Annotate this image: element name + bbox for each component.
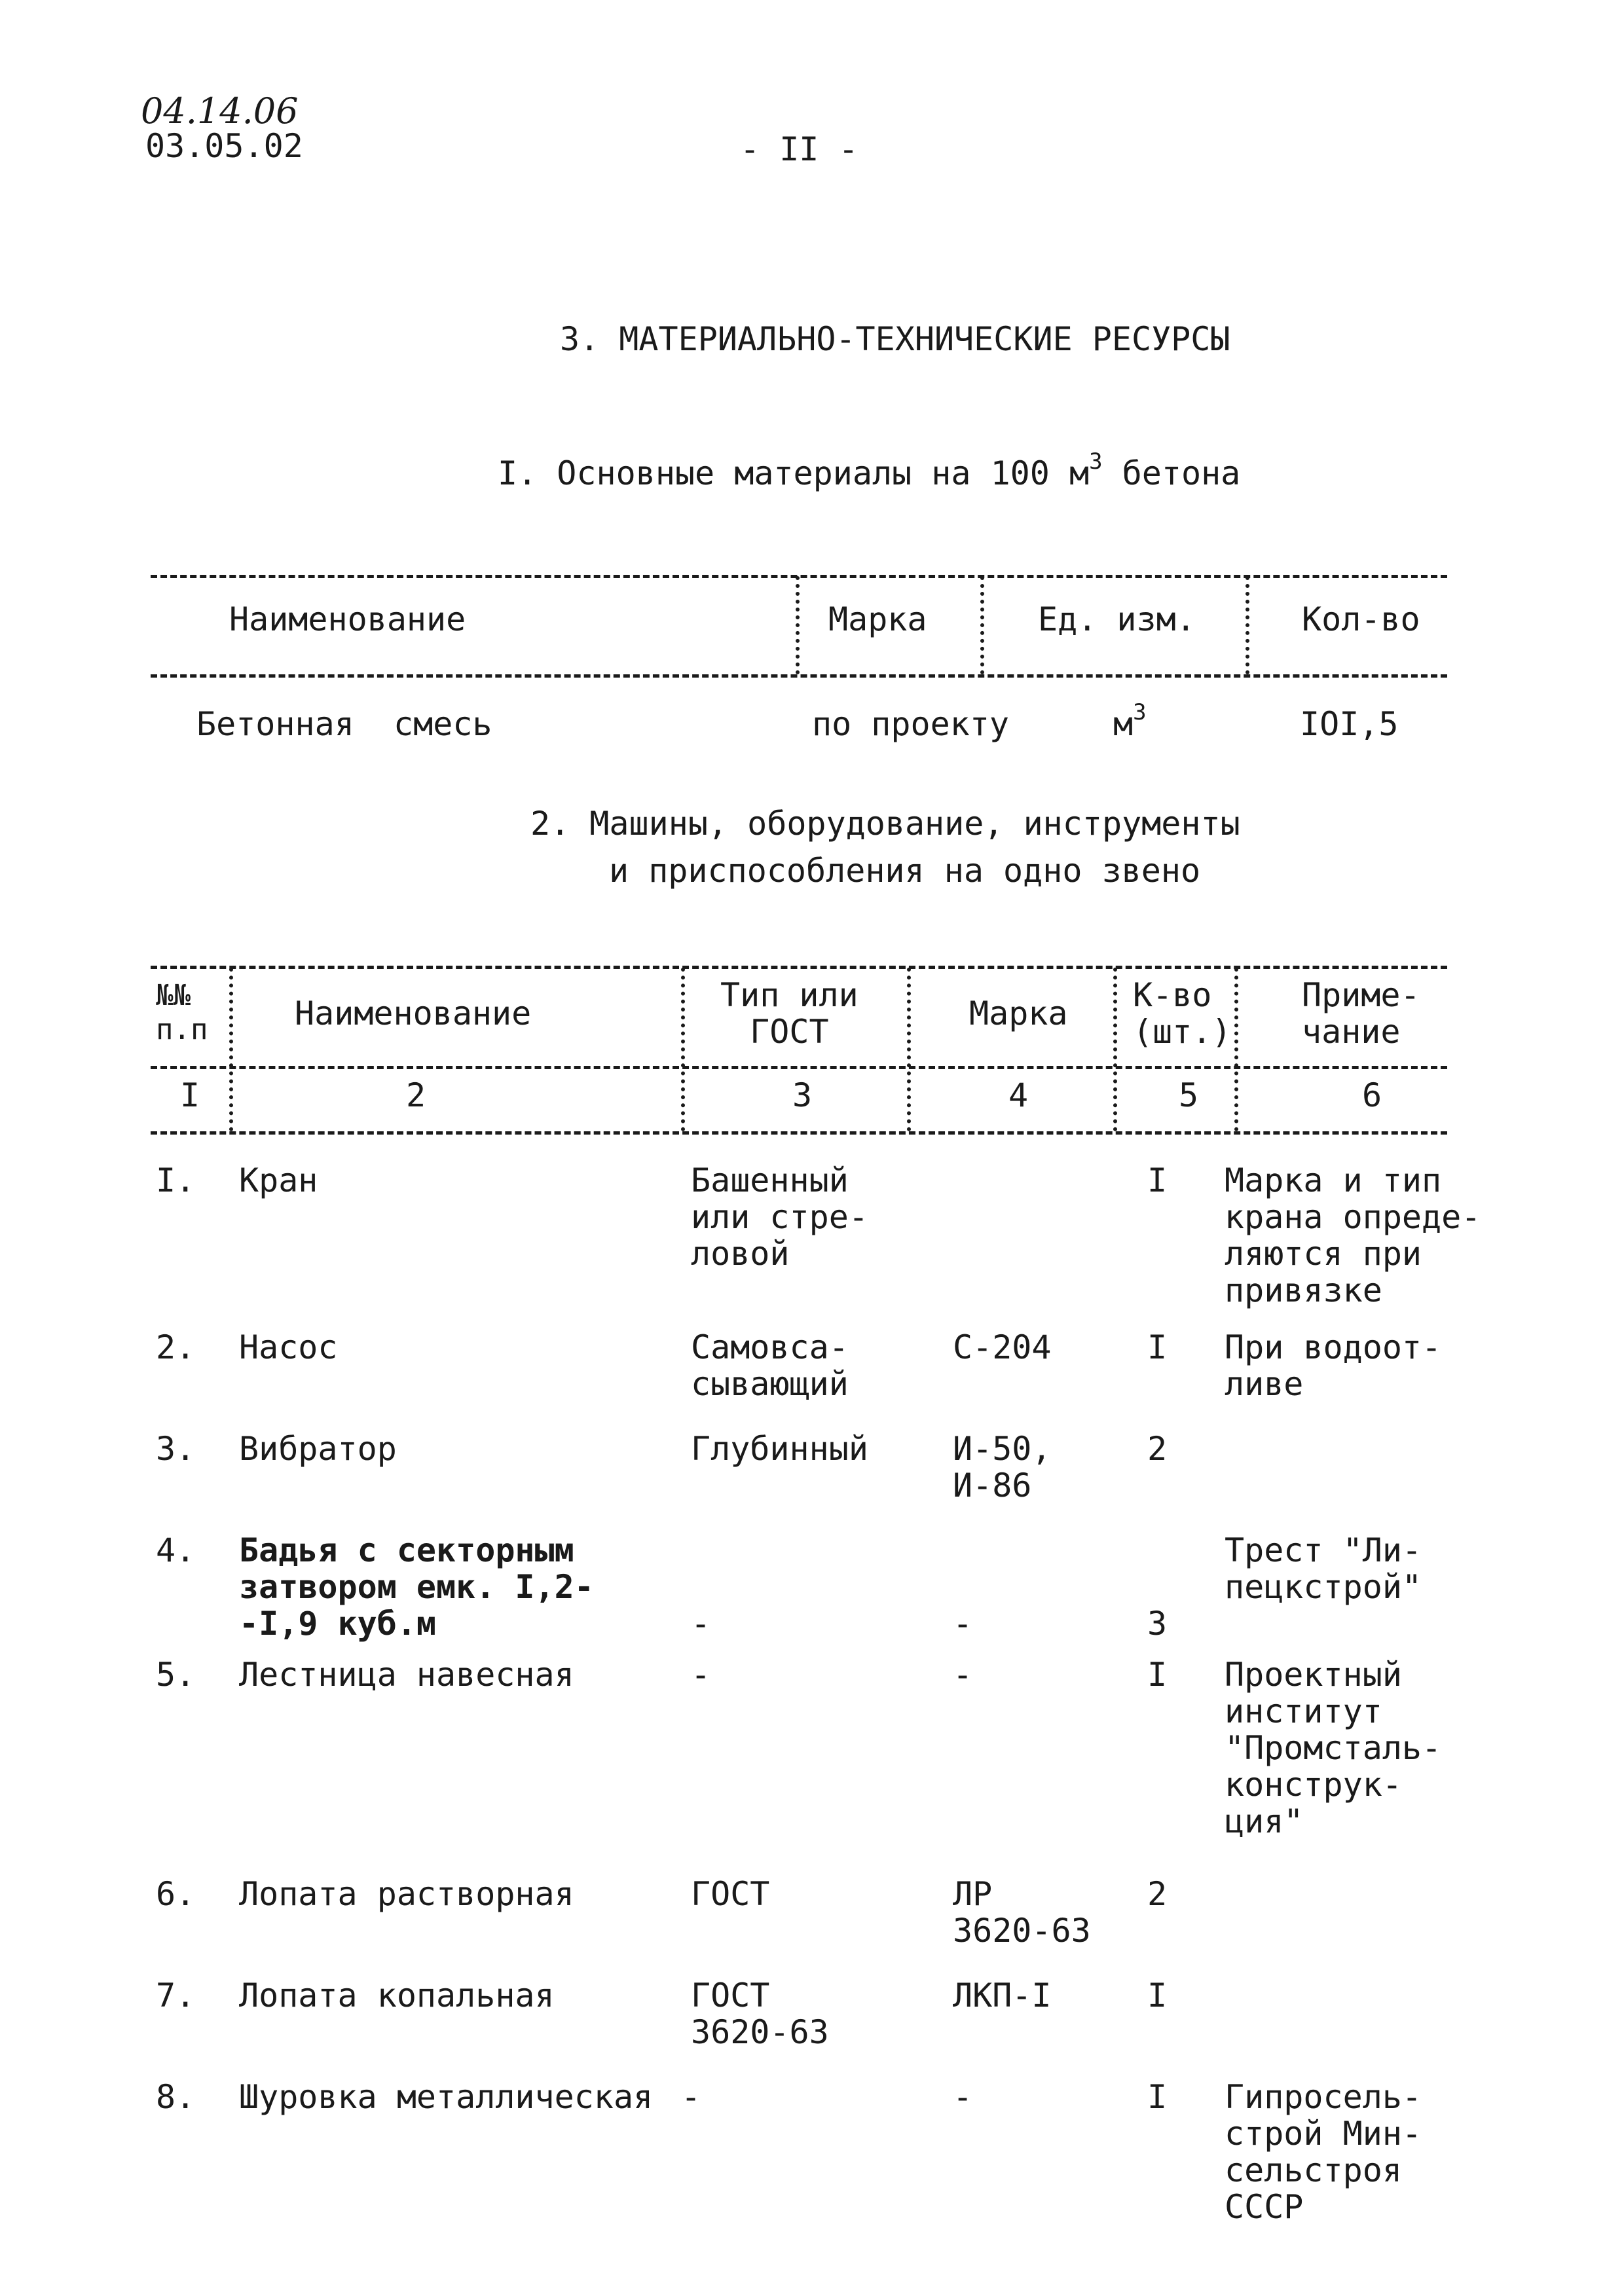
table2-colnum-6: 6 bbox=[1362, 1076, 1382, 1114]
table1-title-suffix: бетона bbox=[1102, 454, 1241, 492]
table1-row-unit-superscript: 3 bbox=[1133, 699, 1147, 726]
section-title: 3. МАТЕРИАЛЬНО-ТЕХНИЧЕСКИЕ РЕСУРСЫ bbox=[560, 320, 1230, 358]
row-note: Гипросель- строй Мин- сельстроя СССР bbox=[1225, 2078, 1422, 2226]
row-qty: 2 bbox=[1147, 1875, 1168, 1913]
row-type: - bbox=[691, 1656, 711, 1694]
row-number: 5. bbox=[156, 1656, 196, 1694]
row-type: Самовса- сывающий bbox=[691, 1328, 849, 1403]
table1-row-qty: IOI,5 bbox=[1300, 705, 1399, 743]
row-note: При водоот- ливе bbox=[1225, 1328, 1442, 1403]
table2-header-type: Тип или ГОСТ bbox=[720, 976, 858, 1051]
table2-title-line2: и приспособления на одно звено bbox=[609, 852, 1201, 890]
row-qty: I bbox=[1147, 1161, 1168, 1199]
table1-header-qty: Кол-во bbox=[1302, 600, 1420, 638]
table1-row-unit-text: м bbox=[1113, 705, 1134, 743]
row-note: Марка и тип крана опреде- ляются при привязке bbox=[1225, 1161, 1481, 1309]
table2-col-sep-4 bbox=[1113, 968, 1117, 1131]
table2-colnum-3: 3 bbox=[792, 1076, 813, 1114]
table1-row-unit bbox=[1113, 699, 1147, 743]
table1-title-superscript: 3 bbox=[1089, 448, 1103, 475]
row-mark: ЛКП-I bbox=[953, 1977, 1052, 2014]
row-name: Кран bbox=[239, 1161, 318, 1199]
row-number: 8. bbox=[156, 2078, 196, 2116]
row-number: 7. bbox=[156, 1977, 196, 2014]
table1-header-unit: Ед. изм. bbox=[1038, 600, 1196, 638]
row-type: ГОСТ bbox=[691, 1875, 770, 1913]
table2-colnum-rule bbox=[151, 1131, 1447, 1135]
row-note: Проектный институт "Промсталь- конструк- ция" bbox=[1225, 1656, 1442, 1840]
table2-header-qty: К-во (шт.) bbox=[1133, 976, 1232, 1051]
table2-header-num: №№ п.п bbox=[156, 979, 208, 1046]
table1-row-mark: по проекту bbox=[812, 705, 1010, 743]
row-mark: И-50, И-86 bbox=[953, 1430, 1052, 1504]
table1-col-sep-2 bbox=[980, 576, 984, 674]
row-type: - bbox=[691, 1605, 711, 1643]
row-mark: - bbox=[953, 1656, 973, 1694]
table1-header-name: Наименование bbox=[229, 600, 466, 638]
row-number: 6. bbox=[156, 1875, 196, 1913]
table2-col-sep-1 bbox=[229, 968, 233, 1131]
row-mark: - bbox=[953, 1605, 973, 1643]
table1-header-rule bbox=[151, 674, 1447, 678]
page-number: - II - bbox=[740, 130, 858, 168]
row-name: Шуровка металлическая bbox=[239, 2078, 654, 2116]
row-name: Лестница навесная bbox=[239, 1656, 574, 1694]
document-code-line1: 04.14.06 bbox=[141, 90, 299, 132]
table1-header-mark: Марка bbox=[828, 600, 927, 638]
row-type: - bbox=[681, 2078, 701, 2116]
row-qty: I bbox=[1147, 1656, 1168, 1694]
table2-colnum-2: 2 bbox=[406, 1076, 426, 1114]
document-code-line2: 03.05.02 bbox=[145, 127, 303, 165]
table2-title-line1: 2. Машины, оборудование, инструменты bbox=[530, 805, 1240, 843]
row-number: 2. bbox=[156, 1328, 196, 1366]
row-name: Вибратор bbox=[239, 1430, 397, 1468]
table1-title-text: I. Основные материалы на 100 м bbox=[498, 454, 1090, 492]
table1-title bbox=[498, 448, 1241, 492]
row-qty: I bbox=[1147, 1328, 1168, 1366]
table2-header-name: Наименование bbox=[295, 994, 532, 1032]
row-qty: 2 bbox=[1147, 1430, 1168, 1468]
table1-col-sep-3 bbox=[1246, 576, 1249, 674]
table2-colnum-4: 4 bbox=[1008, 1076, 1029, 1114]
table1-col-sep-1 bbox=[796, 576, 800, 674]
row-mark: - bbox=[953, 2078, 973, 2116]
row-name: Бадья с секторным затвором емк. I,2- -I,9 куб.м bbox=[239, 1531, 594, 1643]
table2-header-rule bbox=[151, 1066, 1447, 1069]
row-qty: 3 bbox=[1147, 1605, 1168, 1643]
row-number: 4. bbox=[156, 1531, 196, 1569]
row-name: Лопата растворная bbox=[239, 1875, 574, 1913]
table2-header-mark: Марка bbox=[969, 994, 1068, 1032]
table1-row-name: Бетонная смесь bbox=[196, 705, 492, 743]
table2-colnum-1: I bbox=[180, 1076, 200, 1114]
row-mark: ЛР 3620-63 bbox=[953, 1875, 1091, 1950]
table2-col-sep-3 bbox=[907, 968, 911, 1131]
row-mark: С-204 bbox=[953, 1328, 1052, 1366]
row-number: 3. bbox=[156, 1430, 196, 1468]
table2-header-note: Приме- чание bbox=[1302, 976, 1420, 1051]
table2-top-rule bbox=[151, 966, 1447, 969]
row-type: ГОСТ 3620-63 bbox=[691, 1977, 829, 2051]
table2-col-sep-5 bbox=[1234, 968, 1238, 1131]
table2-col-sep-2 bbox=[681, 968, 685, 1131]
row-name: Насос bbox=[239, 1328, 338, 1366]
row-type: Глубинный bbox=[691, 1430, 868, 1468]
row-qty: I bbox=[1147, 2078, 1168, 2116]
row-qty: I bbox=[1147, 1977, 1168, 2014]
table2-colnum-5: 5 bbox=[1179, 1076, 1199, 1114]
row-name: Лопата копальная bbox=[239, 1977, 555, 2014]
row-number: I. bbox=[156, 1161, 196, 1199]
row-type: Башенный или стре- ловой bbox=[691, 1161, 868, 1273]
row-note: Трест "Ли- пецкстрой" bbox=[1225, 1531, 1422, 1606]
